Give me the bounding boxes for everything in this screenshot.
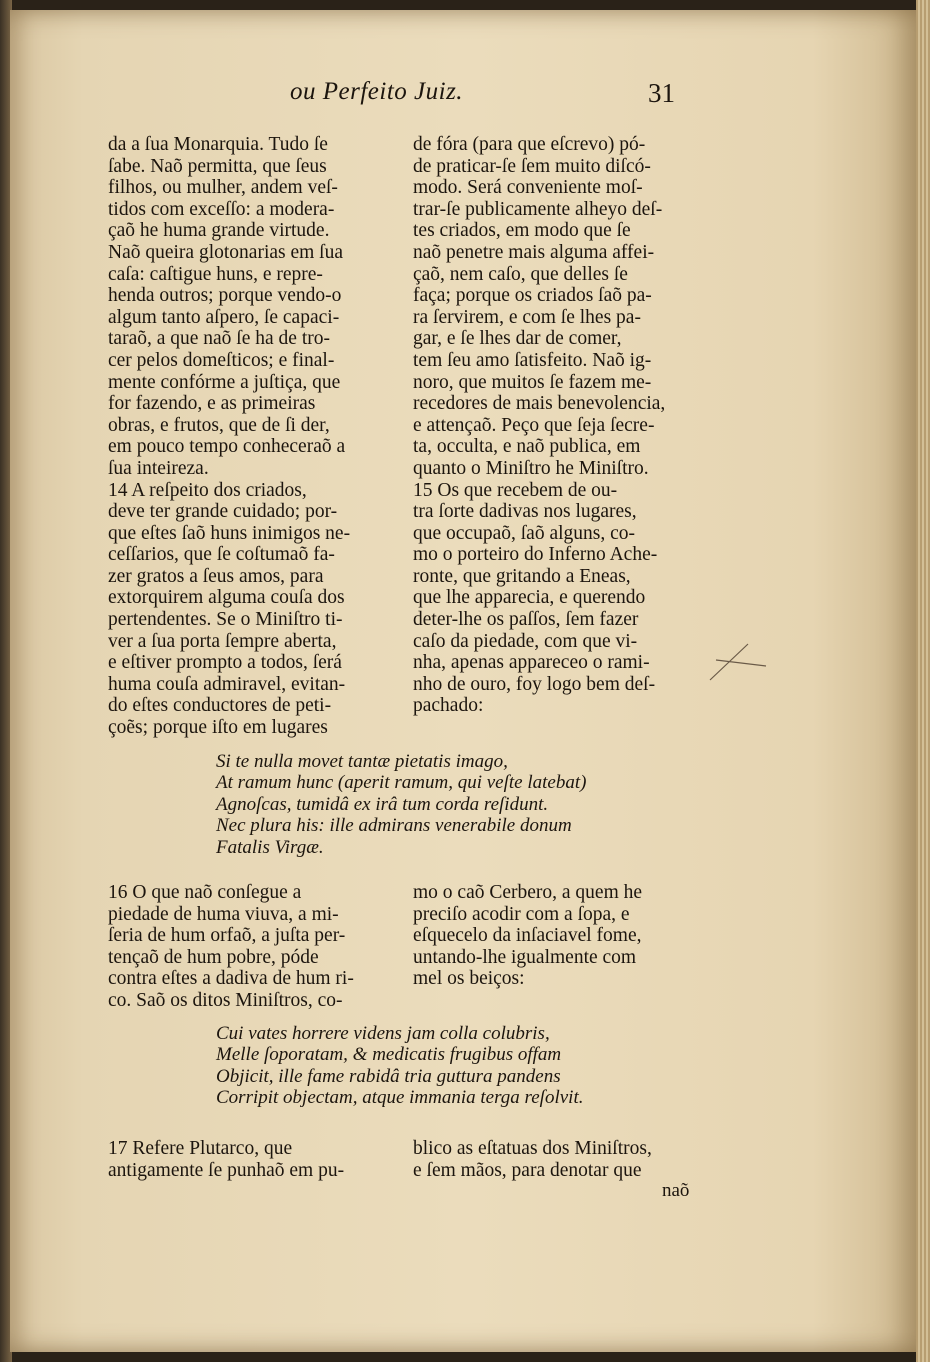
text-line: tra ſorte dadivas nos lugares, <box>413 501 637 523</box>
text-line: noro, que muitos ſe fazem me- <box>413 371 652 393</box>
page-number: 31 <box>648 78 675 108</box>
text-line: pertendentes. Se o Miniſtro ti- <box>108 609 343 631</box>
text-line: Corripit objectam, atque immania terga reſolvit. <box>216 1087 584 1109</box>
text-line: piedade de huma viuva, a mi- <box>108 903 339 925</box>
text-line: de fóra (para que eſcrevo) pó- <box>413 134 646 155</box>
text-line: caſa: caſtigue huns, e repre- <box>108 263 323 285</box>
text-line: Naõ queira glotonarias em ſua <box>108 241 343 263</box>
text-line: Agnoſcas, tumidâ ex irâ tum corda reſidunt. <box>216 793 549 815</box>
text-line: pachado: <box>413 695 484 717</box>
text-line: antigamente ſe punhaõ em pu- <box>108 1159 345 1181</box>
text-line: trar-ſe publicamente alheyo deſ- <box>413 198 663 220</box>
text-line: çaõ, nem caſo, que delles ſe <box>413 263 628 285</box>
text-line: mente confórme a juſtiça, que <box>108 371 341 393</box>
text-line: huma couſa admiravel, evitan- <box>108 673 346 695</box>
column-right-block1 <box>413 134 703 717</box>
text-line: ta, occulta, e naõ publica, em <box>413 436 641 458</box>
text-line: zer gratos a ſeus amos, para <box>108 565 324 587</box>
text-line: nha, apenas appareceo o rami- <box>413 652 650 674</box>
text-line: 15 Os que recebem de ou- <box>413 479 618 501</box>
text-line: Objicit, ille fame rabidâ tria guttura pandens <box>216 1065 561 1087</box>
verse-quotation-2 <box>216 1023 583 1109</box>
text-line: gar, e ſe lhes dar de comer, <box>413 328 622 350</box>
text-line: caſo da piedade, com que vi- <box>413 630 638 652</box>
text-line: mo o porteiro do Inferno Ache- <box>413 544 658 566</box>
text-line: faça; porque os criados ſaõ pa- <box>413 285 652 307</box>
text-line: recedores de mais benevolencia, <box>413 393 666 415</box>
text-line: Nec plura his: ille admirans venerabile donum <box>216 815 572 837</box>
text-line: do eſtes conductores de peti- <box>108 695 332 717</box>
text-line: ceſſarios, que ſe coſtumaõ fa- <box>108 544 335 566</box>
column-left-block1 <box>108 134 398 739</box>
text-line: ſua inteireza. <box>108 457 209 479</box>
verse-quotation-1 <box>216 751 586 858</box>
text-line: que lhe apparecia, e querendo <box>413 587 646 609</box>
text-line: modo. Será conveniente moſ- <box>413 177 643 199</box>
text-line: 17 Refere Plutarco, que <box>108 1138 293 1159</box>
text-line: tidos com exceſſo: a modera- <box>108 198 335 220</box>
text-line: 16 O que naõ conſegue a <box>108 882 302 903</box>
text-line: mo o caõ Cerbero, a quem he <box>413 882 643 903</box>
text-line: ra ſervirem, e com ſe lhes pa- <box>413 306 641 328</box>
catchword: naõ <box>662 1180 690 1201</box>
text-line: taraõ, a que naõ ſe ha de tro- <box>108 328 330 350</box>
column-left-block2 <box>108 882 398 1012</box>
text-line: em pouco tempo conheceraõ a <box>108 436 346 458</box>
text-line: que occupaõ, ſaõ alguns, co- <box>413 522 636 544</box>
text-line: preciſo acodir com a ſopa, e <box>413 903 630 925</box>
text-line: extorquirem alguma couſa dos <box>108 587 345 609</box>
text-line: e eſtiver prompto a todos, ſerá <box>108 652 342 674</box>
text-line: e ſem mãos, para denotar que <box>413 1159 642 1181</box>
text-line: nho de ouro, foy logo bem deſ- <box>413 673 656 695</box>
text-line: quanto o Miniſtro he Miniſtro. <box>413 457 649 479</box>
text-line: çoẽs; porque iſto em lugares <box>108 717 328 739</box>
text-line: for fazendo, e as primeiras <box>108 393 316 415</box>
text-line: cer pelos domeſticos; e final- <box>108 349 335 371</box>
text-line: mel os beiços: <box>413 968 525 990</box>
running-head: ou Perfeito Juiz. <box>290 78 464 105</box>
text-line: Melle ſoporatam, & medicatis frugibus offam <box>216 1044 562 1066</box>
text-line: tençaõ de hum pobre, póde <box>108 946 319 968</box>
text-line: tem ſeu amo ſatisfeito. Naõ ig- <box>413 349 652 371</box>
text-line: untando-lhe igualmente com <box>413 946 637 968</box>
text-line: ſeria de hum orfaõ, a juſta per- <box>108 925 346 947</box>
text-line: filhos, ou mulher, andem veſ- <box>108 177 338 199</box>
text-line: algum tanto aſpero, ſe capaci- <box>108 306 340 328</box>
text-line: 14 A reſpeito dos criados, <box>108 479 307 501</box>
column-right-block2 <box>413 882 703 990</box>
text-line: deter-lhe os paſſos, ſem fazer <box>413 609 639 631</box>
text-line: çaõ he huma grande virtude. <box>108 220 330 242</box>
text-line: Cui vates horrere videns jam colla colubris, <box>216 1023 550 1044</box>
text-line: eſquecelo da inſaciavel fome, <box>413 925 642 947</box>
text-line: ver a ſua porta ſempre aberta, <box>108 630 337 652</box>
text-line: naõ penetre mais alguma affei- <box>413 241 655 263</box>
text-line: ſabe. Naõ permitta, que ſeus <box>108 155 327 177</box>
text-line: tes criados, em modo que ſe <box>413 220 631 242</box>
text-line: que eſtes ſaõ huns inimigos ne- <box>108 522 351 544</box>
text-line: Fatalis Virgæ. <box>216 836 324 858</box>
text-line: ronte, que gritando a Eneas, <box>413 565 631 587</box>
text-line: da a ſua Monarquia. Tudo ſe <box>108 134 328 155</box>
text-line: blico as eſtatuas dos Miniſtros, <box>413 1138 652 1159</box>
text-line: Si te nulla movet tantæ pietatis imago, <box>216 751 508 772</box>
text-line: co. Saõ os ditos Miniſtros, co- <box>108 989 343 1011</box>
text-line: deve ter grande cuidado; por- <box>108 501 338 523</box>
text-line: contra eſtes a dadiva de hum ri- <box>108 968 354 990</box>
margin-pencil-mark <box>708 640 768 684</box>
text-line: At ramum hunc (aperit ramum, qui veſte latebat) <box>216 772 587 794</box>
text-line: obras, e frutos, que de ſi der, <box>108 414 330 436</box>
text-line: henda outros; porque vendo-o <box>108 285 342 307</box>
column-left-block3 <box>108 1138 398 1181</box>
text-line: de praticar-ſe ſem muito diſcó- <box>413 155 651 177</box>
page-edges <box>916 0 930 1362</box>
text-line: e attençaõ. Peço que ſeja ſecre- <box>413 414 655 436</box>
column-right-block3 <box>413 1138 703 1181</box>
